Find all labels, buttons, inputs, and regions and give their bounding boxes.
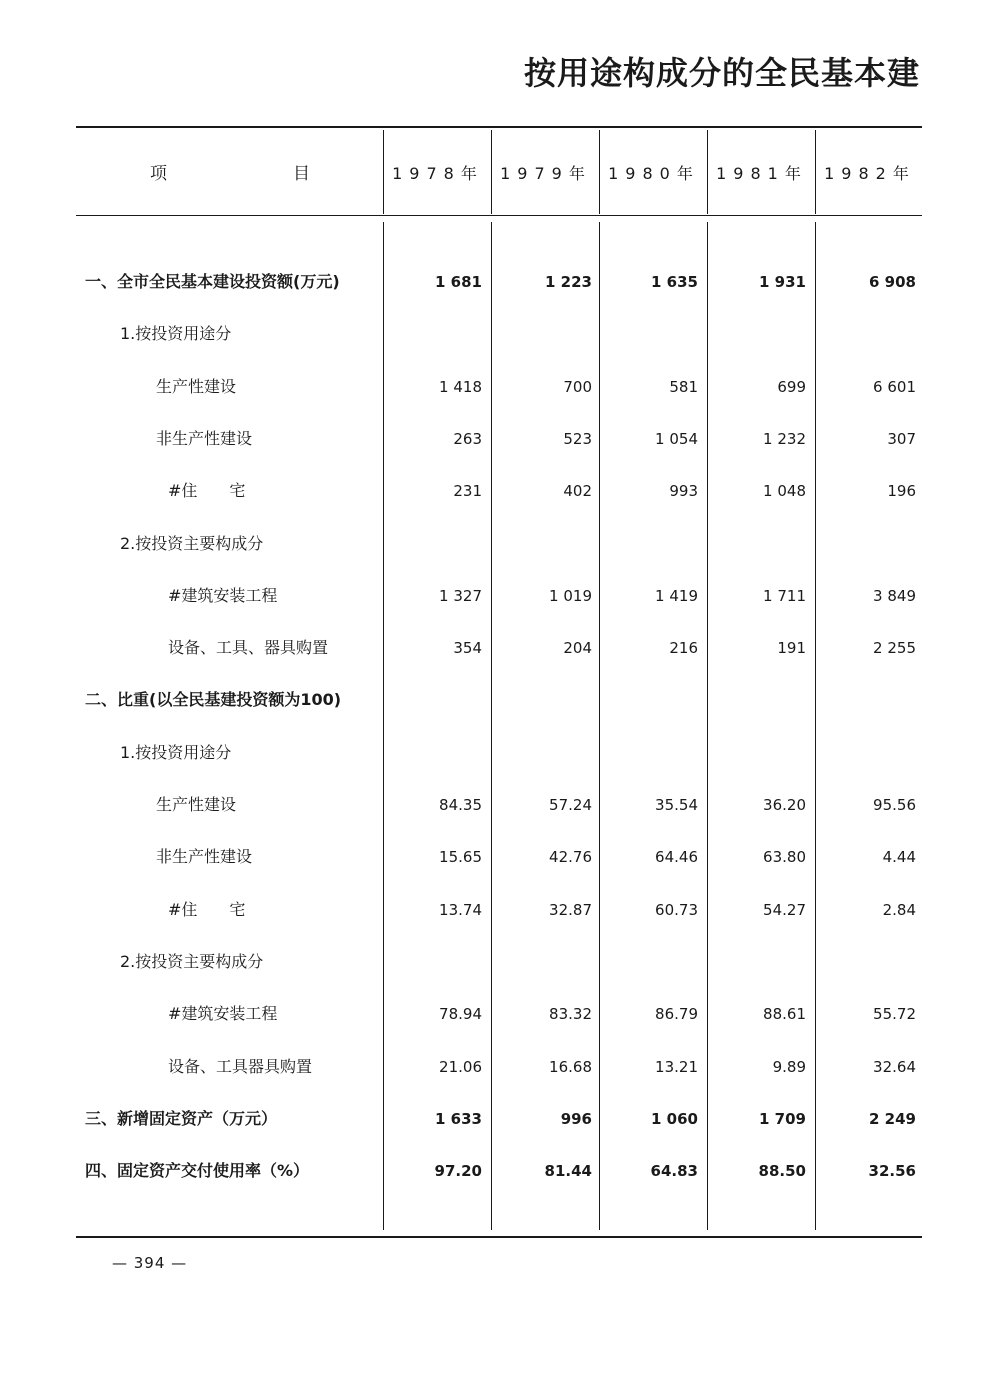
table-cell: 1 711 [763,587,806,605]
table-cell: 1 223 [545,273,592,291]
column-divider [383,130,384,214]
header-year-1978: 1978年 [392,164,484,183]
table-bottom-rule [76,1236,922,1238]
table-cell: 1 048 [763,482,806,500]
table-cell: 86.79 [655,1005,698,1023]
table-cell: 1 232 [763,430,806,448]
table-row [0,949,1000,975]
page-number: — 394 — [112,1254,188,1272]
table-row [0,792,1000,818]
row-label: 1.按投资用途分 [120,743,232,762]
table-cell: 231 [453,482,482,500]
row-label: #建筑安装工程 [168,1004,278,1023]
row-label: 生产性建设 [156,377,237,396]
table-cell: 36.20 [763,796,806,814]
table-row [0,687,1000,713]
table-cell: 9.89 [772,1058,806,1076]
table-cell: 16.68 [549,1058,592,1076]
header-year-1982: 1982年 [824,164,916,183]
table-cell: 88.50 [758,1162,806,1180]
table-cell: 88.61 [763,1005,806,1023]
table-cell: 196 [887,482,916,500]
table-cell: 523 [563,430,592,448]
table-row [0,426,1000,452]
table-cell: 64.46 [655,848,698,866]
table-cell: 2 255 [873,639,916,657]
row-label: 设备、工具器具购置 [168,1057,313,1076]
row-label: 1.按投资用途分 [120,324,232,343]
table-cell: 4.44 [882,848,916,866]
row-label: 生产性建设 [156,795,237,814]
table-cell: 64.83 [650,1162,698,1180]
table-cell: 1 060 [651,1110,698,1128]
table-cell: 63.80 [763,848,806,866]
table-cell: 1 419 [655,587,698,605]
column-divider [599,130,600,214]
table-cell: 263 [453,430,482,448]
table-row [0,1001,1000,1027]
table-cell: 95.56 [873,796,916,814]
section-label: 一、全市全民基本建设投资额(万元) [85,272,340,291]
table-cell: 700 [563,378,592,396]
table-cell: 13.21 [655,1058,698,1076]
table-cell: 581 [669,378,698,396]
section-label: 二、比重(以全民基建投资额为100) [85,690,342,709]
table-cell: 1 327 [439,587,482,605]
table-cell: 6 601 [873,378,916,396]
table-cell: 996 [560,1110,592,1128]
table-row [0,897,1000,923]
table-row [0,1054,1000,1080]
header-item-left: 项 [150,164,167,184]
table-cell: 15.65 [439,848,482,866]
column-divider [491,130,492,214]
table-cell: 1 418 [439,378,482,396]
table-cell: 54.27 [763,901,806,919]
table-cell: 1 635 [651,273,698,291]
table-cell: 993 [669,482,698,500]
table-cell: 216 [669,639,698,657]
table-cell: 78.94 [439,1005,482,1023]
table-cell: 57.24 [549,796,592,814]
header-item-right: 目 [293,164,310,184]
page-title: 按用途构成分的全民基本建 [523,54,920,92]
table-cell: 1 709 [759,1110,806,1128]
table-row [0,478,1000,504]
table-row [0,531,1000,557]
row-label: 2.按投资主要构成分 [120,952,264,971]
row-label: 非生产性建设 [156,429,253,448]
table-cell: 13.74 [439,901,482,919]
row-label: #住 宅 [168,900,246,919]
row-label: 非生产性建设 [156,847,253,866]
table-cell: 32.56 [868,1162,916,1180]
table-cell: 1 681 [435,273,482,291]
table-cell: 81.44 [544,1162,592,1180]
column-divider [815,130,816,214]
table-cell: 1 633 [435,1110,482,1128]
table-row [0,1106,1000,1132]
table-cell: 6 908 [869,273,916,291]
table-cell: 84.35 [439,796,482,814]
header-item [150,162,310,186]
table-cell: 191 [777,639,806,657]
column-divider [707,130,708,214]
table-cell: 204 [563,639,592,657]
table-cell: 402 [563,482,592,500]
table-cell: 60.73 [655,901,698,919]
table-cell: 307 [887,430,916,448]
table-cell: 354 [453,639,482,657]
table-row [0,844,1000,870]
table-cell: 2.84 [882,901,916,919]
table-cell: 3 849 [873,587,916,605]
table-cell: 32.64 [873,1058,916,1076]
header-year-1979: 1979年 [500,164,592,183]
table-cell: 699 [777,378,806,396]
table-cell: 1 019 [549,587,592,605]
table-cell: 21.06 [439,1058,482,1076]
table-cell: 42.76 [549,848,592,866]
row-label: 设备、工具、器具购置 [168,638,329,657]
table-row [0,374,1000,400]
table-cell: 35.54 [655,796,698,814]
table-top-rule [76,126,922,128]
table-row [0,321,1000,347]
table-cell: 1 931 [759,273,806,291]
row-label: #建筑安装工程 [168,586,278,605]
header-year-1981: 1981年 [716,164,808,183]
table-header-rule [76,215,922,216]
table-cell: 83.32 [549,1005,592,1023]
section-label: 三、新增固定资产（万元） [85,1109,278,1128]
table-row [0,1158,1000,1184]
row-label: 2.按投资主要构成分 [120,534,264,553]
table-cell: 97.20 [434,1162,482,1180]
table-row [0,740,1000,766]
table-cell: 2 249 [869,1110,916,1128]
table-cell: 1 054 [655,430,698,448]
table-cell: 32.87 [549,901,592,919]
table-row [0,269,1000,295]
row-label: #住 宅 [168,481,246,500]
table-cell: 55.72 [873,1005,916,1023]
table-row [0,635,1000,661]
table-row [0,583,1000,609]
header-year-1980: 1980年 [608,164,700,183]
section-label: 四、固定资产交付使用率（%） [85,1161,310,1180]
